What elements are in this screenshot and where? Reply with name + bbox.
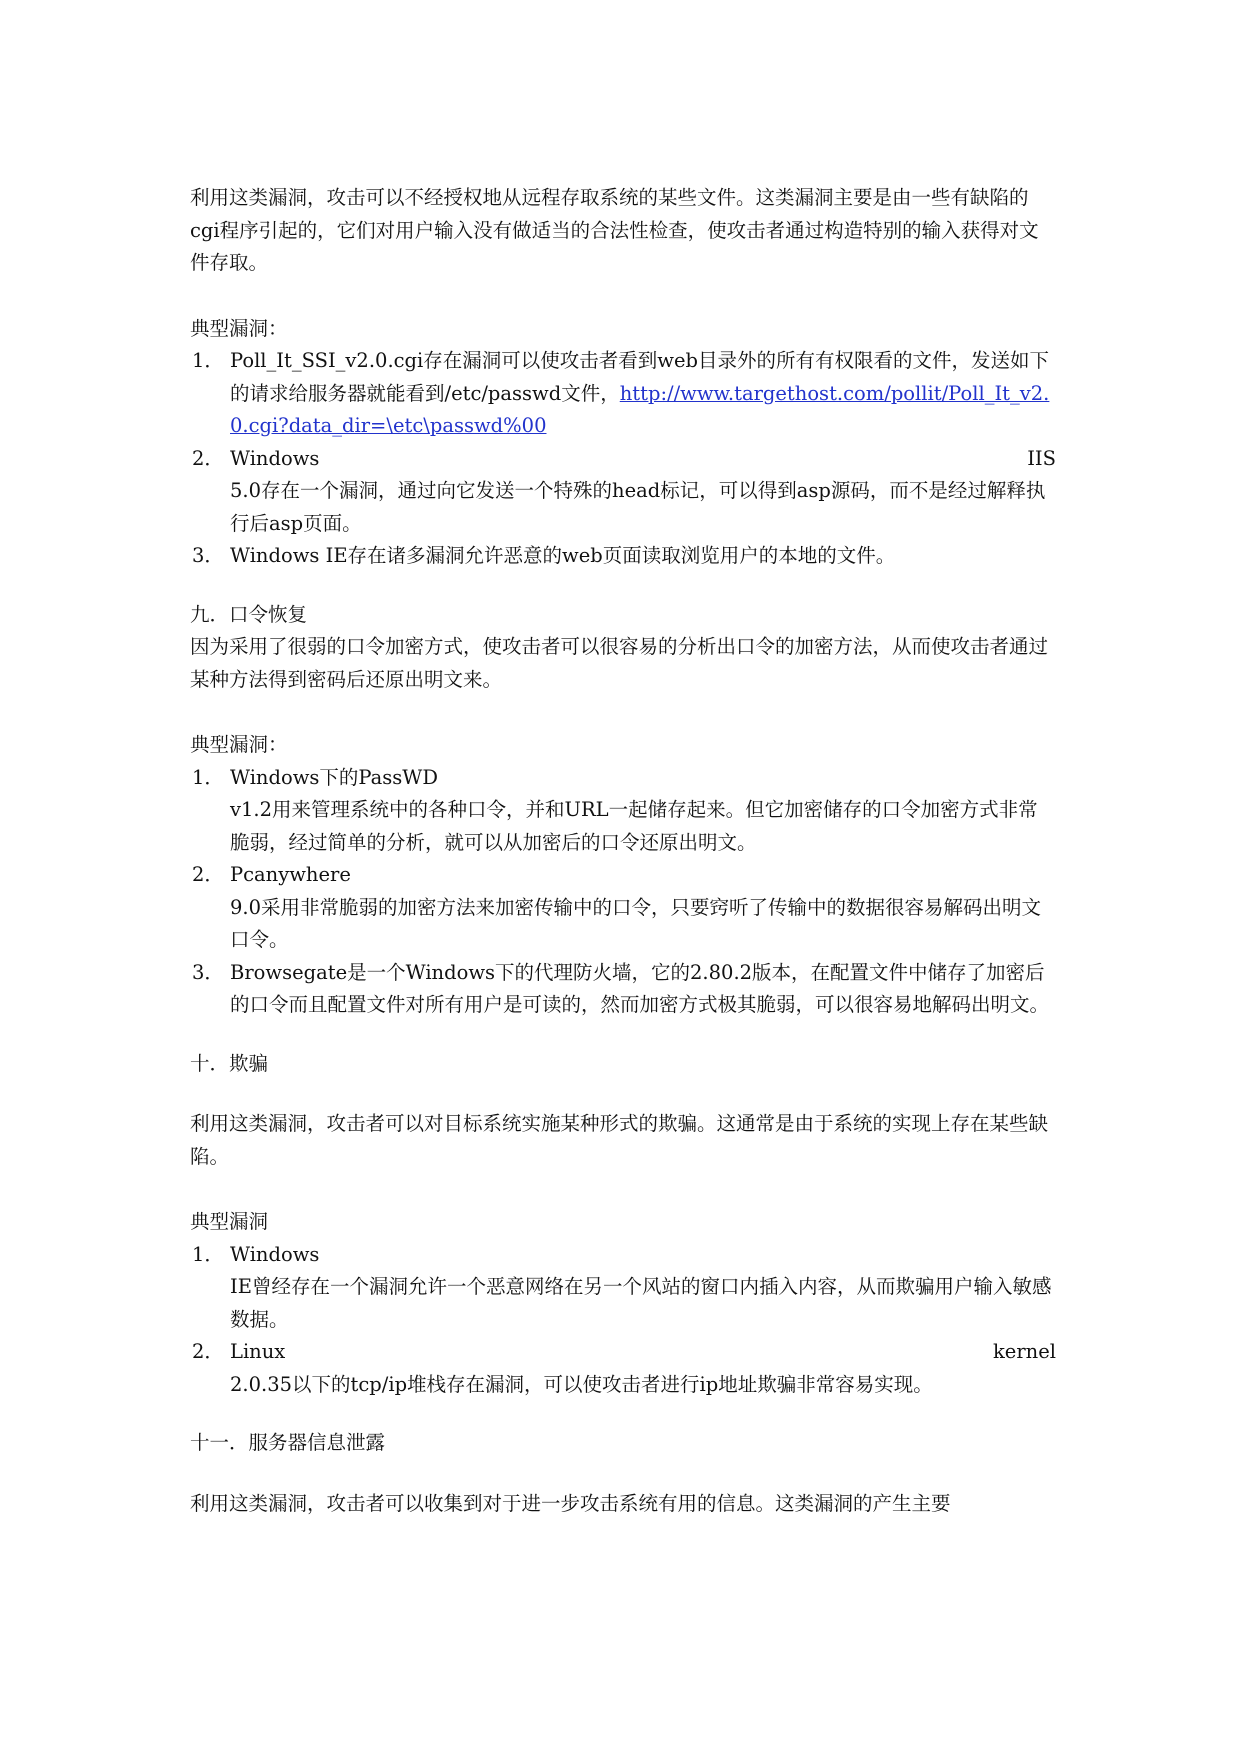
list-item bbox=[190, 1239, 1056, 1337]
section-11-paragraph: 利用这类漏洞，攻击者可以收集到对于进一步攻击系统有用的信息。这类漏洞的产生主要 bbox=[190, 1491, 951, 1515]
list-item bbox=[190, 859, 1056, 957]
item-number: 2． bbox=[192, 1340, 224, 1363]
item-text: Browsegate是一个Windows下的代理防火墙，它的2.80.2版本，在配置文件中储存了加密后的口令而且配置文件对所有用户是可读的，然而加密方式极其脆弱，可以很容易地解码出明文。 bbox=[230, 960, 1050, 1016]
list-item bbox=[190, 540, 1056, 573]
item-text: IE曾经存在一个漏洞允许一个恶意网络在另一个风站的窗口内插入内容，从而欺骗用户输入敏感数据。 bbox=[230, 1275, 1052, 1331]
item-number: 2． bbox=[192, 446, 224, 470]
intro-paragraph: 利用这类漏洞，攻击可以不经授权地从远程存取系统的某些文件。这类漏洞主要是由一些有缺陷的cgi程序引起的，它们对用户输入没有做适当的合法性检查，使攻击者通过构造特别的输入获得对文件存取。 bbox=[190, 186, 1039, 274]
item-number: 3． bbox=[192, 960, 224, 984]
list-item bbox=[190, 762, 1056, 860]
section-11-heading: 十一．服务器信息泄露 bbox=[190, 1431, 386, 1454]
item-left-word: Windows bbox=[230, 446, 320, 470]
list-item bbox=[190, 443, 1056, 541]
item-number: 2． bbox=[192, 863, 224, 886]
section-9-heading: 九．口令恢复 bbox=[190, 602, 308, 626]
item-text: 5.0存在一个漏洞，通过向它发送一个特殊的head标记，可以得到asp源码，而不是经过解释执行后asp页面。 bbox=[230, 479, 1046, 535]
list-item bbox=[190, 957, 1056, 1022]
item-first-line: Pcanywhere bbox=[230, 863, 351, 886]
item-number: 1． bbox=[192, 1242, 224, 1266]
section-9-vuln-list bbox=[190, 762, 1056, 1022]
item-first-line: Windows bbox=[230, 1242, 320, 1266]
item-right-word: kernel bbox=[992, 1340, 1056, 1363]
typical-vulns-label: 典型漏洞： bbox=[190, 316, 288, 340]
section-10-heading: 十．欺骗 bbox=[190, 1051, 269, 1075]
item-first-line bbox=[230, 1336, 1056, 1369]
list-item bbox=[190, 1336, 1056, 1401]
section-10-vuln-list bbox=[190, 1239, 1056, 1402]
item-text: 2.0.35以下的tcp/ip堆栈存在漏洞，可以使攻击者进行ip地址欺骗非常容易实现。 bbox=[230, 1372, 933, 1396]
typical-vulns-label: 典型漏洞 bbox=[190, 1210, 269, 1233]
item-right-word: IIS bbox=[1027, 446, 1056, 470]
item-number: 1． bbox=[192, 765, 224, 789]
intro-vuln-list bbox=[190, 345, 1056, 573]
item-number: 3． bbox=[192, 544, 224, 567]
document-body bbox=[190, 182, 1056, 1520]
item-left-word: Linux bbox=[230, 1340, 286, 1363]
item-text: Poll_It_SSI_v2.0.cgi存在漏洞可以使攻击者看到web目录外的所有有权限看的文件，发送如下的请求给服务器就能看到/etc/passwd文件， bbox=[230, 349, 1049, 405]
section-9-paragraph: 因为采用了很弱的口令加密方式，使攻击者可以很容易的分析出口令的加密方法，从而使攻击者通过某种方法得到密码后还原出明文来。 bbox=[190, 635, 1049, 691]
typical-vulns-label: 典型漏洞： bbox=[190, 733, 288, 756]
list-item bbox=[190, 345, 1056, 443]
item-first-line: Windows下的PassWD bbox=[230, 765, 438, 789]
item-text: Windows IE存在诸多漏洞允许恶意的web页面读取浏览用户的本地的文件。 bbox=[230, 544, 896, 567]
item-first-line bbox=[230, 443, 1056, 476]
item-number: 1． bbox=[192, 349, 224, 372]
item-text: 9.0采用非常脆弱的加密方法来加密传输中的口令，只要窍听了传输中的数据很容易解码出明文口令。 bbox=[230, 895, 1042, 951]
item-text: v1.2用来管理系统中的各种口令，并和URL一起储存起来。但它加密储存的口令加密方式非常脆弱，经过简单的分析，就可以从加密后的口令还原出明文。 bbox=[230, 798, 1038, 854]
section-10-paragraph: 利用这类漏洞，攻击者可以对目标系统实施某种形式的欺骗。这通常是由于系统的实现上存在某些缺陷。 bbox=[190, 1112, 1049, 1168]
pollit-exploit-link[interactable]: http://www.targethost.com/pollit/Poll_It_v2.0.cgi?data_dir=\etc\passwd%00 bbox=[230, 381, 1050, 437]
